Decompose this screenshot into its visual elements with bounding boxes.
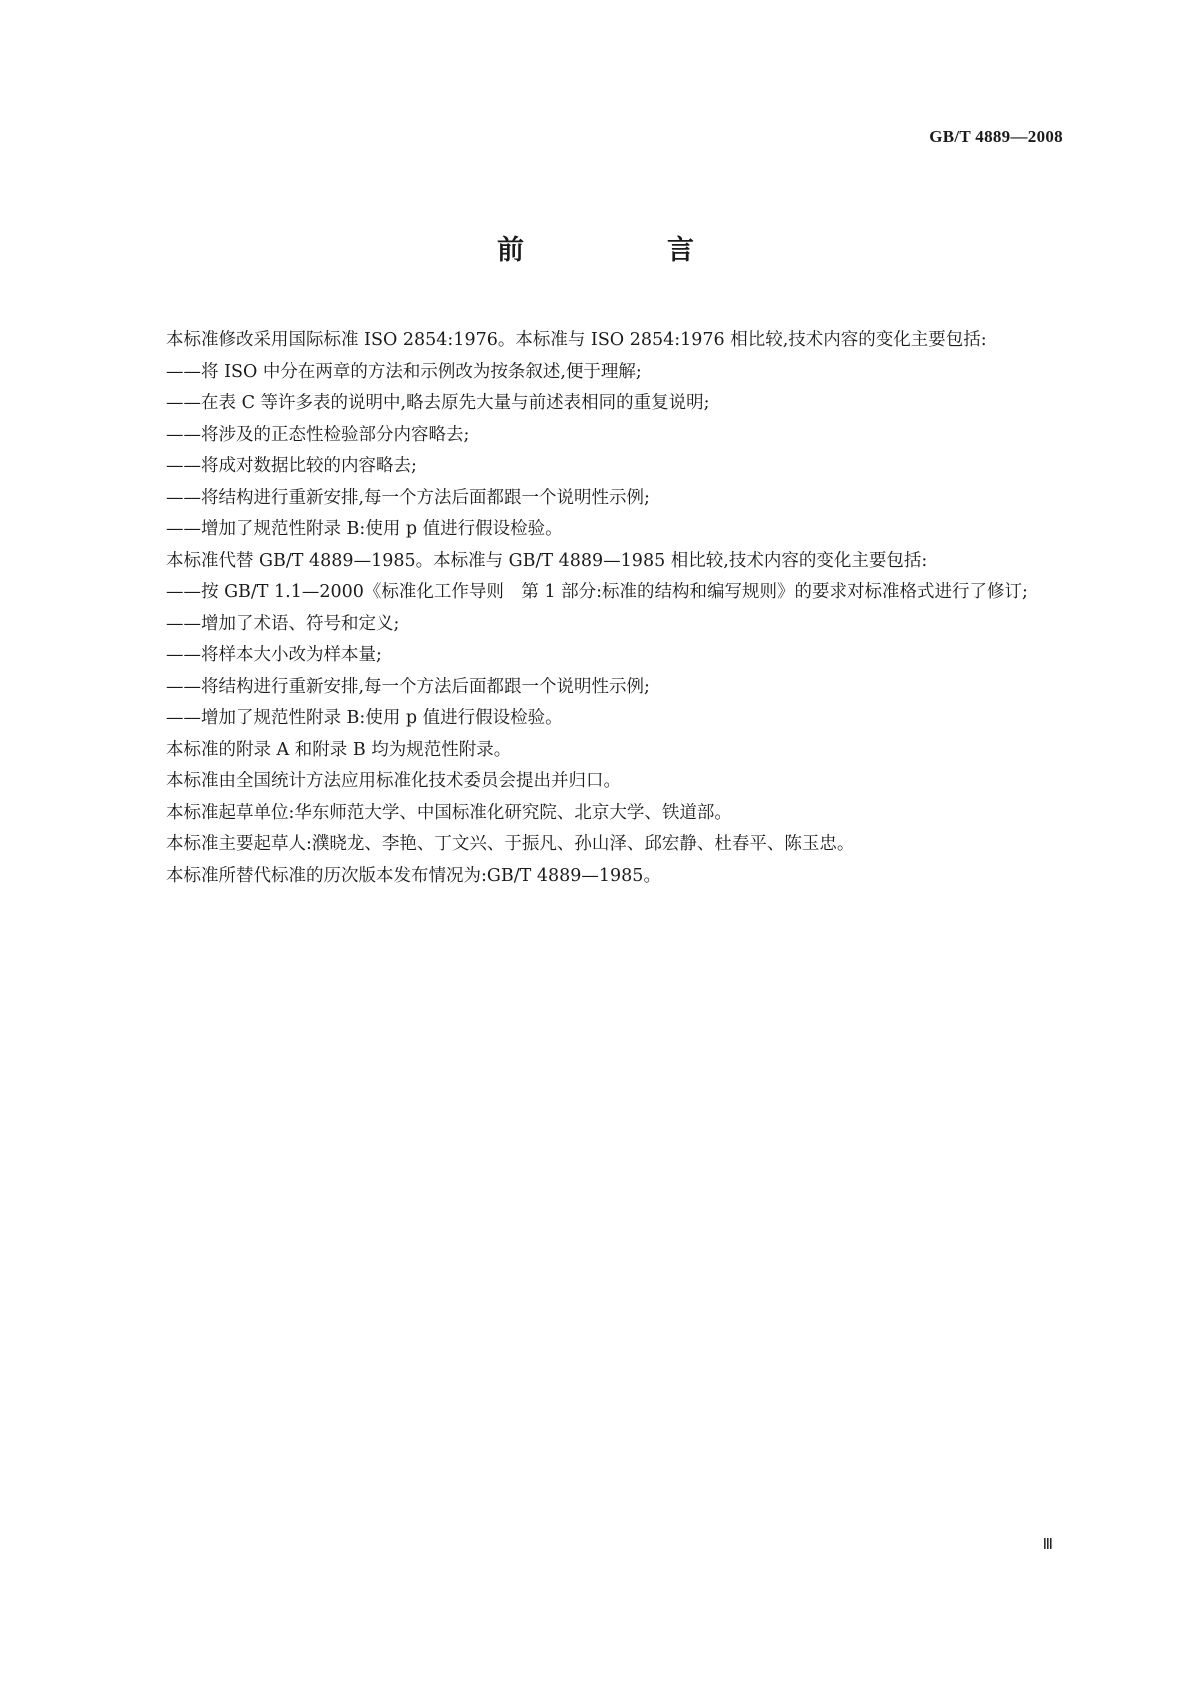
list-item: ——将 ISO 中分在两章的方法和示例改为按条叙述,便于理解; <box>166 361 642 382</box>
paragraph: 本标准主要起草人:濮晓龙、李艳、丁文兴、于振凡、孙山泽、邱宏静、杜春平、陈玉忠。 <box>166 834 855 854</box>
list-item: ——按 GB/T 1.1—2000《标准化工作导则 第 1 部分:标准的结构和编写规则》的要求对标准格式进行了修订; <box>166 582 1028 602</box>
page-title: 前 言 <box>497 235 752 266</box>
list-item: ——将成对数据比较的内容略去; <box>166 456 417 476</box>
list-item: ——增加了术语、符号和定义; <box>166 613 400 634</box>
paragraph: 本标准由全国统计方法应用标准化技术委员会提出并归口。 <box>166 771 621 791</box>
list-item: ——将样本大小改为样本量; <box>166 645 382 665</box>
paragraph: 本标准的附录 A 和附录 B 均为规范性附录。 <box>166 739 512 760</box>
paragraph: 本标准起草单位:华东师范大学、中国标准化研究院、北京大学、铁道部。 <box>166 802 732 823</box>
page-number: Ⅲ <box>1042 1537 1053 1553</box>
list-item: ——增加了规范性附录 B:使用 p 值进行假设检验。 <box>166 708 563 728</box>
list-item: ——将结构进行重新安排,每一个方法后面都跟一个说明性示例; <box>166 676 650 697</box>
foreword-body <box>131 325 1061 892</box>
standard-code: GB/T 4889—2008 <box>929 127 1063 146</box>
list-item: ——在表 C 等许多表的说明中,略去原先大量与前述表相同的重复说明; <box>166 393 710 413</box>
list-item: ——将结构进行重新安排,每一个方法后面都跟一个说明性示例; <box>166 487 650 508</box>
list-item: ——增加了规范性附录 B:使用 p 值进行假设检验。 <box>166 519 563 539</box>
paragraph: 本标准代替 GB/T 4889—1985。本标准与 GB/T 4889—1985 相比较,技术内容的变化主要包括: <box>166 550 928 571</box>
paragraph: 本标准修改采用国际标准 ISO 2854:1976。本标准与 ISO 2854:1976 相比较,技术内容的变化主要包括: <box>166 330 987 350</box>
paragraph: 本标准所替代标准的历次版本发布情况为:GB/T 4889—1985。 <box>166 865 661 886</box>
list-item: ——将涉及的正态性检验部分内容略去; <box>166 424 470 445</box>
